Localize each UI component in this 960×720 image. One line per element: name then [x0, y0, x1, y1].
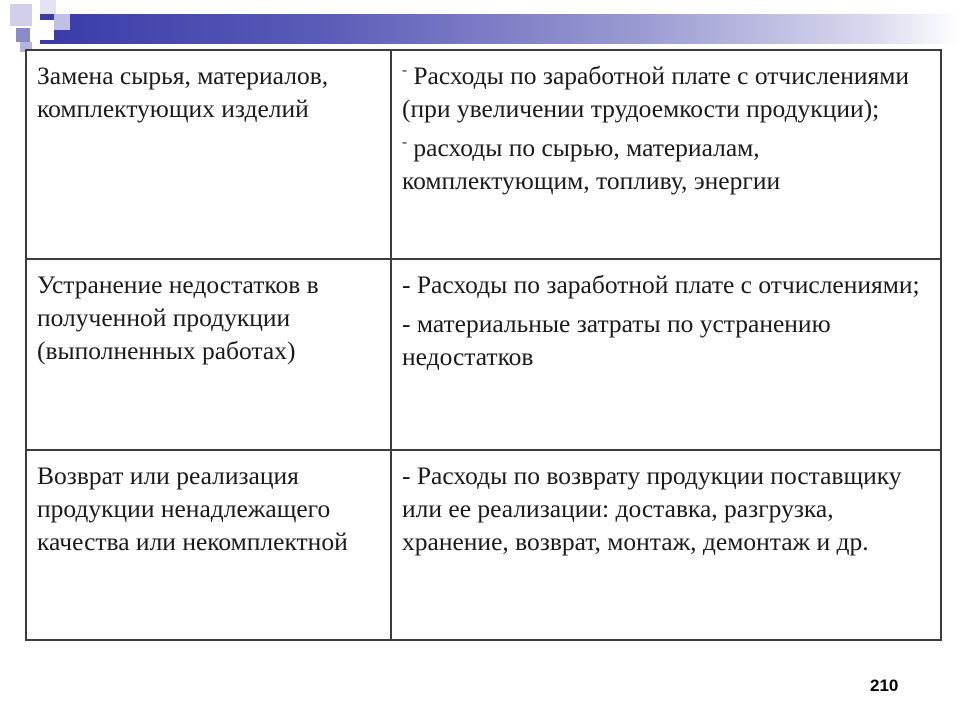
cause-text: Возврат или реализация продукции ненадлежащего качества или некомплектной	[37, 461, 348, 556]
cost-item: - расходы по сырью, материалам, комплектующим, топливу, энергии	[402, 133, 781, 195]
decor-square	[40, 0, 56, 14]
decor-square	[10, 4, 32, 26]
table-cell-cause	[26, 50, 391, 259]
cause-text: Устранение недостатков в полученной продукции (выполненных работах)	[37, 270, 319, 365]
decor-square	[16, 28, 30, 42]
table-cell-costs	[391, 450, 941, 640]
decor-square	[34, 20, 54, 40]
cost-item: - Расходы по заработной плате с отчислениями (при увеличении трудоемкости продукции);	[402, 61, 910, 123]
page-number: 210	[870, 676, 899, 695]
table-cell-costs	[391, 50, 941, 259]
table-row	[26, 259, 941, 450]
header-gradient-bar	[40, 14, 960, 44]
decor-square	[54, 14, 70, 30]
table-cell-costs	[391, 259, 941, 450]
dash-marker: -	[402, 62, 407, 79]
table-row	[26, 450, 941, 640]
table-row	[26, 50, 941, 259]
cause-text: Замена сырья, материалов, комплектующих изделий	[37, 61, 329, 123]
dash-marker: -	[402, 134, 407, 151]
cost-item: - Расходы по возврату продукции поставщику или ее реализации: доставка, разгрузка, хранение, возврат, монтаж, демонтаж и др.	[402, 461, 902, 556]
cost-item: - материальные затраты по устранению недостатков	[402, 309, 831, 371]
cost-item: - Расходы по заработной плате с отчислениями;	[402, 270, 920, 299]
table-cell-cause	[26, 259, 391, 450]
table-cell-cause	[26, 450, 391, 640]
costs-table	[25, 49, 942, 641]
